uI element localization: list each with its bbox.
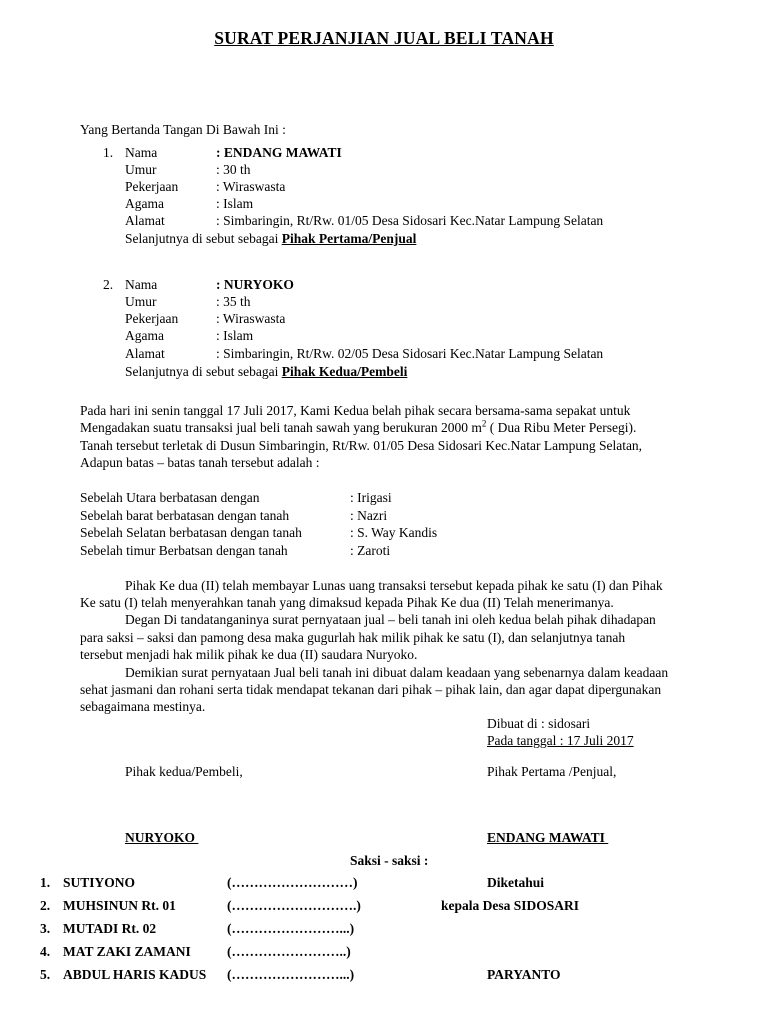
kepala-desa-label: kepala Desa SIDOSARI: [441, 898, 580, 913]
body-line: Demikian surat pernyataan Jual beli tanah ini dibuat dalam keadaan yang sebenarnya dalam keadaan: [125, 665, 669, 680]
sign-right-label: Pihak Pertama /Penjual,: [487, 764, 617, 779]
party-1-agama: : Islam: [216, 196, 254, 211]
body-line: Pihak Ke dua (II) telah membayar Lunas uang transaksi tersebut kepada pihak ke satu (I) dan Pihak: [125, 578, 663, 593]
witness-signature-line: (……………………...): [227, 967, 355, 982]
party-2-number: 2.: [103, 277, 114, 292]
boundary-label: Sebelah Utara berbatasan dengan: [80, 490, 260, 505]
dibuat-di: Dibuat di : sidosari: [487, 716, 591, 731]
body-line: tersebut menjadi hak milik pihak ke dua (II) saudara Nuryoko.: [80, 647, 418, 662]
witness-number: 3.: [40, 921, 51, 936]
boundary-value: : S. Way Kandis: [350, 525, 438, 540]
selanjutnya-text: Selanjutnya di sebut sebagai: [125, 231, 279, 246]
alamat-label: Alamat: [125, 346, 165, 361]
witness-name: ABDUL HARIS KADUS: [63, 967, 207, 982]
witness-signature-line: (……………………….): [227, 898, 361, 913]
party-2-pekerjaan: : Wiraswasta: [216, 311, 286, 326]
pekerjaan-label: Pekerjaan: [125, 311, 179, 326]
witness-number: 5.: [40, 967, 51, 982]
party-1-nama: : ENDANG MAWATI: [216, 145, 342, 160]
boundary-label: Sebelah barat berbatasan dengan tanah: [80, 508, 290, 523]
para1-line3: Tanah tersebut terletak di Dusun Simbaringin, Rt/Rw. 01/05 Desa Sidosari Kec.Natar Lampung Selatan,: [80, 438, 643, 453]
selanjutnya-text: Selanjutnya di sebut sebagai: [125, 364, 279, 379]
witness-number: 2.: [40, 898, 51, 913]
party-1-pekerjaan: : Wiraswasta: [216, 179, 286, 194]
diketahui-label: Diketahui: [487, 875, 545, 890]
document-title: SURAT PERJANJIAN JUAL BELI TANAH: [214, 28, 554, 48]
para1-line1: Pada hari ini senin tanggal 17 Juli 2017, Kami Kedua belah pihak secara bersama-sama sepakat untuk: [80, 403, 631, 418]
body-line: para saksi – saksi dan pamong desa maka gugurlah hak milik pihak ke satu (I), dan selanjutnya tanah: [80, 630, 626, 645]
umur-label: Umur: [125, 294, 157, 309]
kepala-desa-name: PARYANTO: [487, 967, 561, 982]
agama-label: Agama: [125, 328, 164, 343]
superscript: 2: [481, 418, 487, 429]
para1-line2-text: Mengadakan suatu transaksi jual beli tanah sawah yang berukuran 2000 m: [80, 420, 482, 435]
boundary-value: : Nazri: [350, 508, 388, 523]
body-line: Degan Di tandatanganinya surat pernyataan jual – beli tanah ini oleh kedua belah pihak dihadapan: [125, 612, 656, 627]
party-2-role: Pihak Kedua/Pembeli: [281, 364, 408, 379]
party-2-alamat: : Simbaringin, Rt/Rw. 02/05 Desa Sidosari Kec.Natar Lampung Selatan: [216, 346, 604, 361]
sign-left-name: NURYOKO: [125, 830, 199, 845]
party-1-designation: [125, 230, 416, 247]
witness-number: 4.: [40, 944, 51, 959]
witness-name: SUTIYONO: [63, 875, 136, 890]
boundary-value: : Irigasi: [350, 490, 392, 505]
witness-signature-line: (………………………): [227, 875, 358, 890]
agama-label: Agama: [125, 196, 164, 211]
boundary-label: Sebelah timur Berbatsan dengan tanah: [80, 543, 288, 558]
boundary-label: Sebelah Selatan berbatasan dengan tanah: [80, 525, 302, 540]
nama-label: Nama: [125, 277, 158, 292]
witness-signature-line: (……………………...): [227, 921, 355, 936]
alamat-label: Alamat: [125, 213, 165, 228]
saksi-title: Saksi - saksi :: [350, 853, 429, 868]
pada-tanggal: Pada tanggal : 17 Juli 2017: [487, 733, 634, 748]
witness-number: 1.: [40, 875, 51, 890]
body-line: sebagaimana mestinya.: [80, 699, 206, 714]
sign-left-label: Pihak kedua/Pembeli,: [125, 764, 243, 779]
witness-name: MUTADI Rt. 02: [63, 921, 157, 936]
party-1-alamat: : Simbaringin, Rt/Rw. 01/05 Desa Sidosari Kec.Natar Lampung Selatan: [216, 213, 604, 228]
party-2-nama: : NURYOKO: [216, 277, 294, 292]
umur-label: Umur: [125, 162, 157, 177]
witness-signature-line: (……………………..): [227, 944, 351, 959]
nama-label: Nama: [125, 145, 158, 160]
body-line: sehat jasmani dan rohani serta tidak mendapat tekanan dari pihak – pihak lain, dan agar dapat dipergunakan: [80, 682, 662, 697]
para1-line2: [80, 419, 636, 436]
boundary-value: : Zaroti: [350, 543, 391, 558]
para1-line4: Adapun batas – batas tanah tersebut adalah :: [80, 455, 320, 470]
witness-name: MAT ZAKI ZAMANI: [63, 944, 191, 959]
party-2-designation: [125, 363, 407, 380]
body-line: Ke satu (I) telah menyerahkan tanah yang dimaksud kepada Pihak Ke dua (II) Telah menerimanya.: [80, 595, 614, 610]
para1-line2-text-end: ( Dua Ribu Meter Persegi).: [486, 420, 637, 435]
party-1-number: 1.: [103, 145, 114, 160]
witness-name: MUHSINUN Rt. 01: [63, 898, 176, 913]
party-1-role: Pihak Pertama/Penjual: [281, 231, 417, 246]
sign-right-name: ENDANG MAWATI: [487, 830, 609, 845]
party-1-umur: : 30 th: [216, 162, 251, 177]
intro-text: Yang Bertanda Tangan Di Bawah Ini :: [80, 122, 286, 137]
party-2-agama: : Islam: [216, 328, 254, 343]
pekerjaan-label: Pekerjaan: [125, 179, 179, 194]
party-2-umur: : 35 th: [216, 294, 251, 309]
